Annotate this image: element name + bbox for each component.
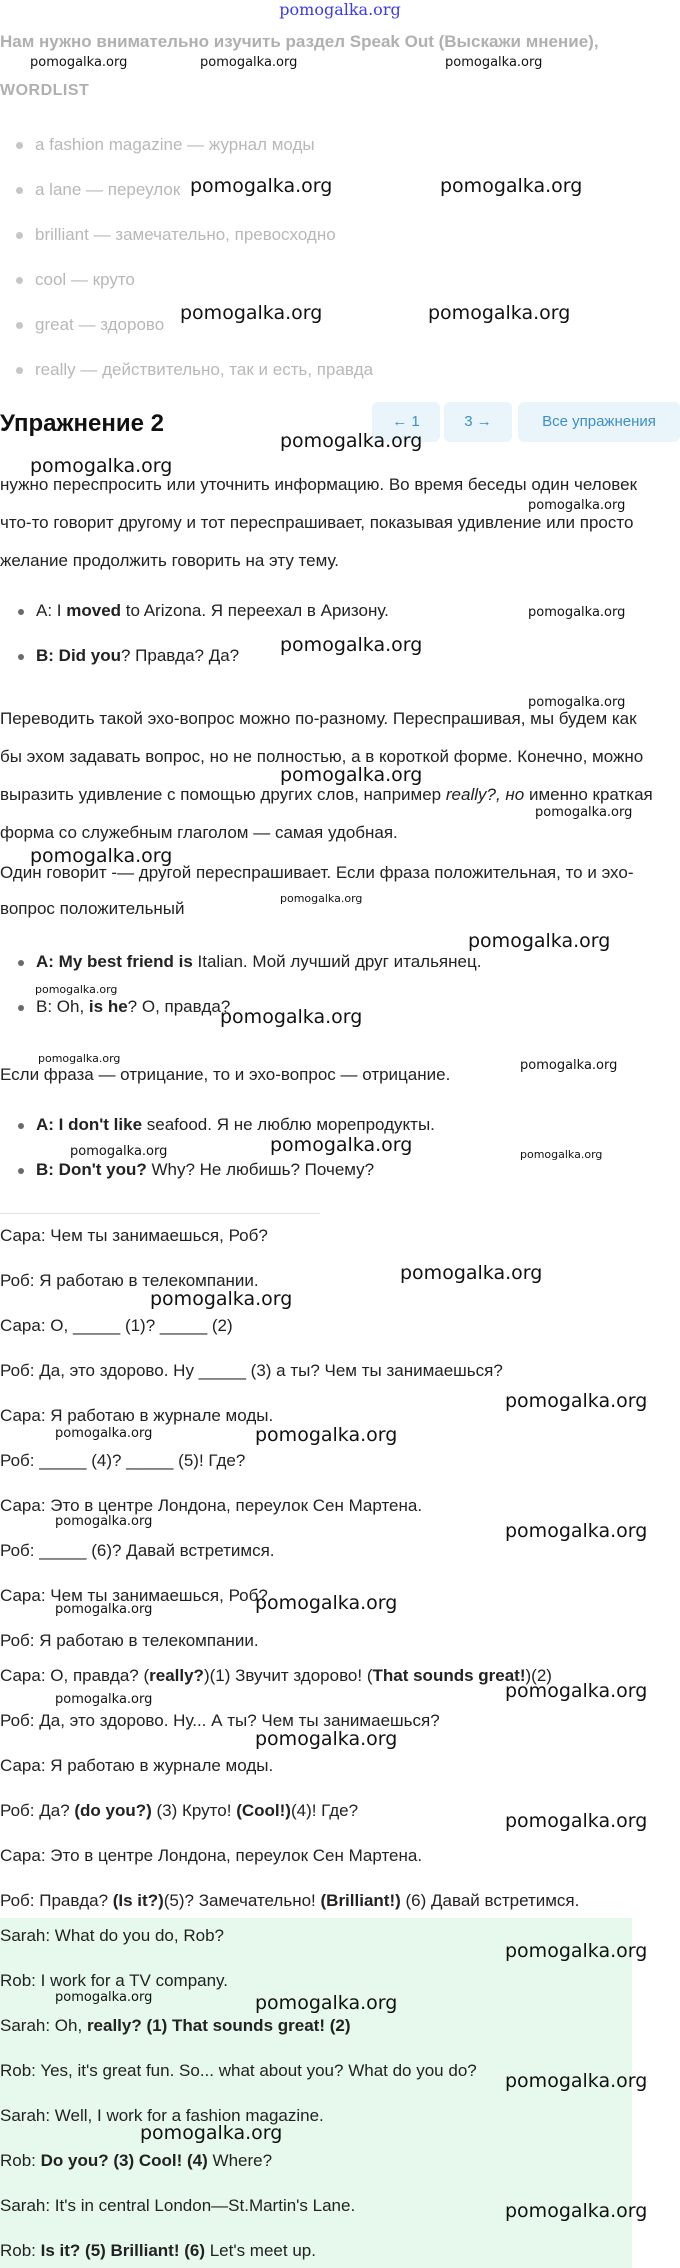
- answer-line: Роб: Правда? (Is it?)(5)? Замечательно! (Brilliant!) (6) Давай встретимся.: [0, 1891, 580, 1910]
- watermark-text: pomogalka.org: [55, 1692, 153, 1707]
- answer-line: Rob: Do you? (3) Cool! (4) Where?: [0, 2151, 273, 2170]
- watermark-text: pomogalka.org: [190, 175, 333, 197]
- watermark-text: pomogalka.org: [505, 2200, 648, 2222]
- all-exercises-button[interactable]: Все упражнения: [518, 402, 680, 442]
- watermark-text: pomogalka.org: [505, 1940, 648, 1962]
- bullet-icon: [16, 232, 23, 239]
- bullet-icon: [18, 960, 24, 966]
- watermark-text: pomogalka.org: [30, 845, 173, 867]
- bullet-icon: [16, 187, 23, 194]
- task-line: Роб: Да, это здорово. Ну _____ (3) а ты? Чем ты занимаешься?: [0, 1361, 503, 1380]
- watermark-text: pomogalka.org: [150, 1288, 293, 1310]
- watermark-text: pomogalka.org: [270, 1134, 413, 1156]
- bullet-icon: [18, 1168, 24, 1174]
- next-exercise-button[interactable]: 3 →: [444, 402, 512, 442]
- answer-line: Сара: Это в центре Лондона, переулок Сен Мартена.: [0, 1846, 423, 1865]
- task-line: Сара: Я работаю в журнале моды.: [0, 1406, 274, 1425]
- wordlist-item: great — здорово: [16, 315, 164, 335]
- explanation-paragraph: Один говорит -— другой переспрашивает. Если фраза положительная, то и эхо-вопрос положительный: [0, 863, 634, 918]
- watermark-text: pomogalka.org: [505, 2070, 648, 2092]
- watermark-text: pomogalka.org: [505, 1390, 648, 1412]
- watermark-text: pomogalka.org: [520, 1058, 618, 1073]
- watermark-text: pomogalka.org: [445, 55, 543, 70]
- example-line: A: I don't like seafood. Я не люблю морепродукты.: [18, 1115, 435, 1135]
- example-line: B: Did you? Правда? Да?: [18, 646, 239, 666]
- intro-text: Нам нужно внимательно изучить раздел Speak Out (Выскажи мнение),: [0, 32, 599, 51]
- watermark-text: pomogalka.org: [280, 430, 423, 452]
- wordlist-item: cool — круто: [16, 270, 135, 290]
- example-line: B: Don't you? Why? Не любишь? Почему?: [18, 1160, 374, 1180]
- wordlist-item: a lane — переулок: [16, 180, 180, 200]
- task-line: Сара: Это в центре Лондона, переулок Сен Мартена.: [0, 1496, 423, 1515]
- answer-line: Роб: Да, это здорово. Ну... А ты? Чем ты занимаешься?: [0, 1711, 440, 1730]
- task-line: Роб: _____ (4)? _____ (5)! Где?: [0, 1451, 246, 1470]
- watermark-text: pomogalka.org: [468, 930, 611, 952]
- site-logo[interactable]: pomogalka.org: [279, 0, 401, 19]
- bullet-icon: [18, 609, 24, 615]
- watermark-text: pomogalka.org: [400, 1262, 543, 1284]
- explanation-paragraph: нужно переспросить или уточнить информацию. Во время беседы один человек что-то говорит другому и тот переспрашивает, показывая удивление или просто желание продолжить говорить на эту тему.: [0, 475, 638, 570]
- watermark-text: pomogalka.org: [30, 455, 173, 477]
- watermark-text: pomogalka.org: [528, 498, 626, 513]
- watermark-text: pomogalka.org: [38, 1052, 121, 1065]
- answer-line: Сара: О, правда? (really?)(1) Звучит здорово! (That sounds great!)(2): [0, 1666, 552, 1685]
- watermark-text: pomogalka.org: [220, 1006, 363, 1028]
- answer-line: Сара: Я работаю в журнале моды.: [0, 1756, 274, 1775]
- watermark-text: pomogalka.org: [255, 1728, 398, 1750]
- explanation-paragraph: Переводить такой эхо-вопрос можно по-разному. Переспрашивая, мы будем как бы эхом задавать вопрос, но не полностью, а в короткой форме. Конечно, можно выразить удивление с помощью других слов, например really?, но именно краткая форма со служебным глаголом — самая удобная.: [0, 709, 653, 842]
- wordlist-item: brilliant — замечательно, превосходно: [16, 225, 336, 245]
- bullet-icon: [16, 277, 23, 284]
- bullet-icon: [16, 367, 23, 374]
- bullet-icon: [18, 654, 24, 660]
- watermark-text: pomogalka.org: [528, 695, 626, 710]
- watermark-text: pomogalka.org: [180, 302, 323, 324]
- watermark-text: pomogalka.org: [35, 983, 118, 996]
- watermark-text: pomogalka.org: [55, 1426, 153, 1441]
- watermark-text: pomogalka.org: [505, 1680, 648, 1702]
- watermark-text: pomogalka.org: [520, 1148, 603, 1161]
- watermark-text: pomogalka.org: [140, 2122, 283, 2144]
- answer-line: Rob: Yes, it's great fun. So... what about you? What do you do?: [0, 2061, 477, 2080]
- task-line: Роб: Я работаю в телекомпании.: [0, 1271, 259, 1290]
- bullet-icon: [16, 142, 23, 149]
- answer-line: Sarah: It's in central London—St.Martin's Lane.: [0, 2196, 356, 2215]
- watermark-text: pomogalka.org: [200, 55, 298, 70]
- watermark-text: pomogalka.org: [280, 892, 363, 905]
- watermark-text: pomogalka.org: [55, 1602, 153, 1617]
- task-line: Роб: _____ (6)? Давай встретимся.: [0, 1541, 275, 1560]
- answer-line: Sarah: What do you do, Rob?: [0, 1926, 224, 1945]
- prev-exercise-button[interactable]: ← 1: [372, 402, 440, 442]
- answer-line: Роб: Да? (do you?) (3) Круто! (Cool!)(4)! Где?: [0, 1801, 359, 1820]
- example-line: B: Oh, is he? О, правда?: [18, 997, 230, 1017]
- watermark-text: pomogalka.org: [280, 764, 423, 786]
- watermark-text: pomogalka.org: [255, 1592, 398, 1614]
- answer-line: Сара: Чем ты занимаешься, Роб?: [0, 1586, 268, 1605]
- wordlist-item: a fashion magazine — журнал моды: [16, 135, 315, 155]
- example-line: A: I moved to Arizona. Я переехал в Аризону.: [18, 601, 389, 621]
- task-line: Сара: Чем ты занимаешься, Роб?: [0, 1226, 268, 1245]
- task-line: Сара: О, _____ (1)? _____ (2): [0, 1316, 233, 1335]
- exercise-title: Упражнение 2: [0, 410, 164, 437]
- answer-line: Rob: I work for a TV company.: [0, 1971, 229, 1990]
- watermark-text: pomogalka.org: [255, 1424, 398, 1446]
- wordlist-heading: WORDLIST: [0, 82, 90, 99]
- divider: [0, 1213, 320, 1214]
- watermark-text: pomogalka.org: [528, 605, 626, 620]
- watermark-text: pomogalka.org: [280, 634, 423, 656]
- watermark-text: pomogalka.org: [70, 1144, 168, 1159]
- watermark-text: pomogalka.org: [505, 1520, 648, 1542]
- watermark-text: pomogalka.org: [505, 1810, 648, 1832]
- watermark-text: pomogalka.org: [55, 1514, 153, 1529]
- watermark-text: pomogalka.org: [440, 175, 583, 197]
- answer-line: Роб: Я работаю в телекомпании.: [0, 1631, 259, 1650]
- bullet-icon: [16, 322, 23, 329]
- bullet-icon: [18, 1005, 24, 1011]
- bullet-icon: [18, 1123, 24, 1129]
- answer-line: Rob: Is it? (5) Brilliant! (6) Let's meet up.: [0, 2241, 316, 2260]
- watermark-text: pomogalka.org: [30, 55, 128, 70]
- example-line: A: My best friend is Italian. Мой лучший друг итальянец.: [18, 952, 481, 972]
- wordlist-item: really — действительно, так и есть, правда: [16, 360, 373, 380]
- watermark-text: pomogalka.org: [55, 1990, 153, 2005]
- answer-line: Sarah: Oh, really? (1) That sounds great! (2): [0, 2016, 351, 2035]
- watermark-text: pomogalka.org: [255, 1992, 398, 2014]
- explanation-paragraph: Если фраза — отрицание, то и эхо-вопрос — отрицание.: [0, 1065, 451, 1084]
- answer-line: Sarah: Well, I work for a fashion magazine.: [0, 2106, 324, 2125]
- watermark-text: pomogalka.org: [428, 302, 571, 324]
- watermark-text: pomogalka.org: [535, 805, 633, 820]
